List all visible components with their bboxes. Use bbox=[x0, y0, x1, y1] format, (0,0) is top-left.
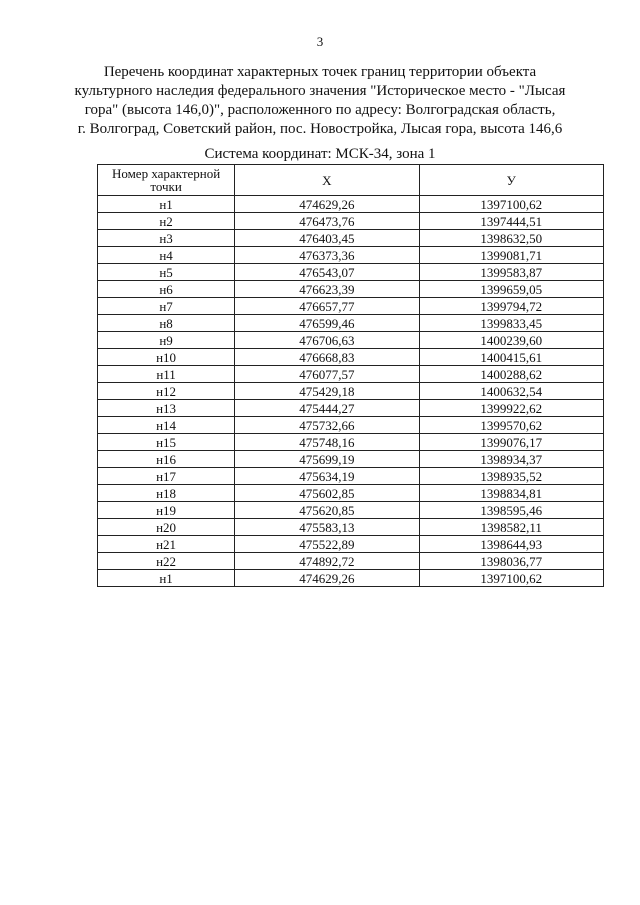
table-row bbox=[98, 213, 604, 230]
cell-point-number: н6 bbox=[98, 281, 235, 298]
table-row bbox=[98, 570, 604, 587]
cell-x: 474629,26 bbox=[235, 196, 419, 213]
cell-point-number: н10 bbox=[98, 349, 235, 366]
cell-y: 1398595,46 bbox=[419, 502, 603, 519]
table-row bbox=[98, 281, 604, 298]
cell-y: 1398644,93 bbox=[419, 536, 603, 553]
table-row bbox=[98, 315, 604, 332]
cell-x: 474892,72 bbox=[235, 553, 419, 570]
table-row bbox=[98, 196, 604, 213]
table-row bbox=[98, 230, 604, 247]
cell-x: 476403,45 bbox=[235, 230, 419, 247]
cell-x: 476473,76 bbox=[235, 213, 419, 230]
cell-point-number: н17 bbox=[98, 468, 235, 485]
cell-y: 1399794,72 bbox=[419, 298, 603, 315]
cell-point-number: н1 bbox=[98, 570, 235, 587]
cell-point-number: н15 bbox=[98, 434, 235, 451]
cell-point-number: н2 bbox=[98, 213, 235, 230]
cell-point-number: н8 bbox=[98, 315, 235, 332]
table-row bbox=[98, 383, 604, 400]
table-body bbox=[98, 196, 604, 587]
cell-point-number: н22 bbox=[98, 553, 235, 570]
table-row bbox=[98, 485, 604, 502]
cell-x: 475699,19 bbox=[235, 451, 419, 468]
cell-y: 1399922,62 bbox=[419, 400, 603, 417]
title-line: Перечень координат характерных точек границ территории объекта bbox=[103, 64, 537, 80]
cell-point-number: н9 bbox=[98, 332, 235, 349]
cell-x: 475620,85 bbox=[235, 502, 419, 519]
cell-point-number: н7 bbox=[98, 298, 235, 315]
cell-y: 1398934,37 bbox=[419, 451, 603, 468]
cell-point-number: н19 bbox=[98, 502, 235, 519]
cell-y: 1398036,77 bbox=[419, 553, 603, 570]
cell-x: 475522,89 bbox=[235, 536, 419, 553]
cell-y: 1400632,54 bbox=[419, 383, 603, 400]
cell-y: 1399076,17 bbox=[419, 434, 603, 451]
table-row bbox=[98, 434, 604, 451]
title-line: гора" (высота 146,0)", расположенного по адресу: Волгоградская область, bbox=[84, 102, 556, 118]
cell-y: 1400239,60 bbox=[419, 332, 603, 349]
cell-x: 476599,46 bbox=[235, 315, 419, 332]
cell-y: 1399570,62 bbox=[419, 417, 603, 434]
cell-point-number: н13 bbox=[98, 400, 235, 417]
cell-point-number: н5 bbox=[98, 264, 235, 281]
cell-x: 476668,83 bbox=[235, 349, 419, 366]
cell-y: 1397100,62 bbox=[419, 196, 603, 213]
cell-point-number: н4 bbox=[98, 247, 235, 264]
cell-point-number: н3 bbox=[98, 230, 235, 247]
title-line: культурного наследия федерального значения "Историческое место - "Лысая bbox=[74, 83, 566, 99]
cell-point-number: н20 bbox=[98, 519, 235, 536]
cell-y: 1399833,45 bbox=[419, 315, 603, 332]
table-row bbox=[98, 400, 604, 417]
table-row bbox=[98, 468, 604, 485]
cell-y: 1398834,81 bbox=[419, 485, 603, 502]
cell-point-number: н12 bbox=[98, 383, 235, 400]
cell-y: 1398582,11 bbox=[419, 519, 603, 536]
cell-y: 1397444,51 bbox=[419, 213, 603, 230]
cell-x: 475732,66 bbox=[235, 417, 419, 434]
cell-y: 1400415,61 bbox=[419, 349, 603, 366]
cell-point-number: н1 bbox=[98, 196, 235, 213]
table-row bbox=[98, 247, 604, 264]
table-row bbox=[98, 298, 604, 315]
cell-x: 475444,27 bbox=[235, 400, 419, 417]
cell-y: 1399583,87 bbox=[419, 264, 603, 281]
table-row bbox=[98, 417, 604, 434]
table-row bbox=[98, 349, 604, 366]
cell-x: 475583,13 bbox=[235, 519, 419, 536]
table-row bbox=[98, 366, 604, 383]
cell-y: 1398935,52 bbox=[419, 468, 603, 485]
table-row bbox=[98, 553, 604, 570]
cell-x: 475429,18 bbox=[235, 383, 419, 400]
cell-x: 476543,07 bbox=[235, 264, 419, 281]
header-x: X bbox=[235, 165, 419, 196]
title-line: г. Волгоград, Советский район, пос. Новостройка, Лысая гора, высота 146,6 bbox=[77, 121, 563, 137]
table-row bbox=[98, 502, 604, 519]
cell-x: 476077,57 bbox=[235, 366, 419, 383]
cell-x: 476373,36 bbox=[235, 247, 419, 264]
cell-point-number: н21 bbox=[98, 536, 235, 553]
document-title bbox=[60, 63, 580, 139]
coordinate-system-caption: Система координат: МСК-34, зона 1 bbox=[204, 146, 436, 162]
page-number: 3 bbox=[316, 34, 324, 49]
cell-y: 1399659,05 bbox=[419, 281, 603, 298]
table-row bbox=[98, 451, 604, 468]
cell-x: 476657,77 bbox=[235, 298, 419, 315]
cell-x: 476623,39 bbox=[235, 281, 419, 298]
header-point-number: Номер характерной точки bbox=[98, 165, 235, 196]
table-row bbox=[98, 332, 604, 349]
table-row bbox=[98, 536, 604, 553]
cell-x: 474629,26 bbox=[235, 570, 419, 587]
cell-point-number: н16 bbox=[98, 451, 235, 468]
cell-x: 476706,63 bbox=[235, 332, 419, 349]
cell-point-number: н14 bbox=[98, 417, 235, 434]
cell-x: 475602,85 bbox=[235, 485, 419, 502]
cell-y: 1400288,62 bbox=[419, 366, 603, 383]
table-row bbox=[98, 519, 604, 536]
table-header-row bbox=[98, 165, 604, 196]
cell-point-number: н11 bbox=[98, 366, 235, 383]
coordinates-table bbox=[97, 164, 604, 587]
cell-y: 1398632,50 bbox=[419, 230, 603, 247]
cell-point-number: н18 bbox=[98, 485, 235, 502]
table-row bbox=[98, 264, 604, 281]
cell-y: 1397100,62 bbox=[419, 570, 603, 587]
header-y: У bbox=[419, 165, 603, 196]
cell-x: 475634,19 bbox=[235, 468, 419, 485]
cell-x: 475748,16 bbox=[235, 434, 419, 451]
cell-y: 1399081,71 bbox=[419, 247, 603, 264]
